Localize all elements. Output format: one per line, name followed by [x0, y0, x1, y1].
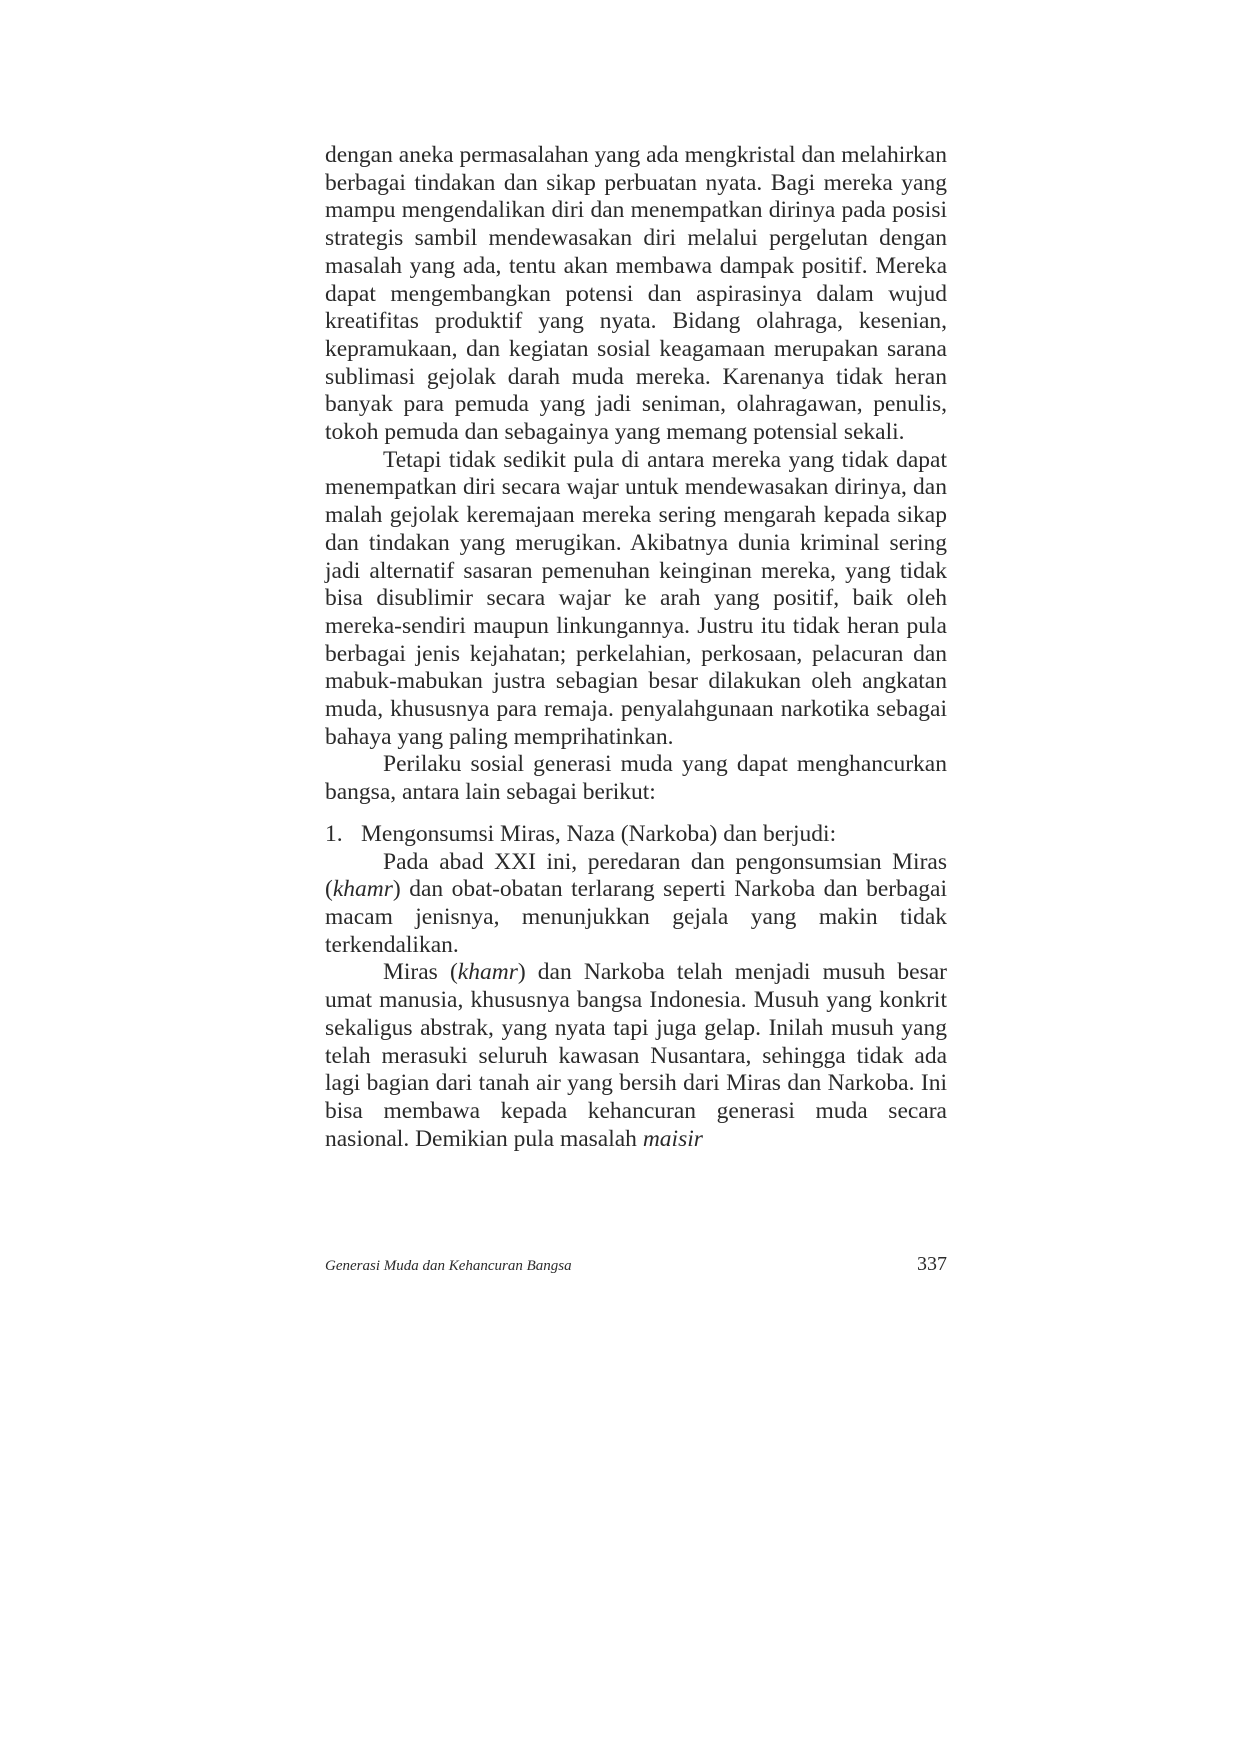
paragraph-5 — [325, 959, 947, 1153]
paragraph-2: Tetapi tidak sedikit pula di antara mereka yang tidak dapat menempatkan diri secara wajar untuk mendewasakan dirinya, dan malah gejolak keremajaan mereka sering mengarah kepada sikap dan tindakan yang merugikan. Akibatnya dunia kriminal sering jadi alternatif sasaran pemenuhan keinginan mereka, yang tidak bisa disublimir secara wajar ke arah yang positif, baik oleh mereka-sendiri maupun linkungannya. Justru itu tidak heran pula berbagai jenis kejahatan; perkelahian, perkosaan, pelacuran dan mabuk-mabukan justra sebagian besar dilakukan oleh angkatan muda, khususnya para remaja. penyalahgunaan narkotika sebagai bahaya yang paling memprihatinkan. — [325, 446, 947, 750]
paragraph-4 — [325, 849, 947, 960]
term-maisir: maisir — [642, 1125, 703, 1152]
page-body — [325, 142, 947, 1153]
paragraph-4-part-b: ) dan obat-obatan terlarang seperti Narkoba dan berbagai macam jenisnya, menunjukkan gejala yang makin tidak terkendalikan. — [325, 876, 947, 958]
list-number: 1. — [325, 820, 343, 847]
term-khamr: khamr — [457, 959, 518, 986]
running-title: Generasi Muda dan Kehancuran Bangsa — [325, 1258, 572, 1274]
paragraph-4-part-a: Pada abad XXI ini, peredaran dan pengonsumsian Miras ( — [325, 848, 947, 903]
list-text: Mengonsumsi Miras, Naza (Narkoba) dan berjudi: — [361, 820, 837, 847]
list-item-1 — [325, 821, 947, 849]
term-khamr: khamr — [332, 876, 393, 903]
paragraph-5-part-a: Miras ( — [383, 959, 458, 986]
page-number: 337 — [917, 1253, 947, 1275]
paragraph-1: dengan aneka permasalahan yang ada mengkristal dan melahirkan berbagai tindakan dan sikap perbuatan nyata. Bagi mereka yang mampu mengendalikan diri dan menempatkan dirinya pada posisi strategis sambil mendewasakan diri melalui pergelutan dengan masalah yang ada, tentu akan membawa dampak positif. Mereka dapat mengembangkan potensi dan aspirasinya dalam wujud kreatifitas produktif yang nyata. Bidang olahraga, kesenian, kepramukaan, dan kegiatan sosial keagamaan merupakan sarana sublimasi gejolak darah muda mereka. Karenanya tidak heran banyak para pemuda yang jadi seniman, olahragawan, penulis, tokoh pemuda dan sebagainya yang memang potensial sekali. — [325, 142, 947, 446]
paragraph-5-part-b: ) dan Narkoba telah menjadi musuh besar umat manusia, khususnya bangsa Indonesia. Musuh yang konkrit sekaligus abstrak, yang nyata tapi juga gelap. Inilah musuh yang telah merasuki seluruh kawasan Nusantara, sehingga tidak ada lagi bagian dari tanah air yang bersih dari Miras dan Narkoba. Ini bisa membawa kepada kehancuran generasi muda secara nasional. Demikian pula masalah — [325, 959, 947, 1152]
page-footer — [325, 1253, 947, 1276]
paragraph-3: Perilaku sosial generasi muda yang dapat menghancurkan bangsa, antara lain sebagai berikut: — [325, 751, 947, 806]
